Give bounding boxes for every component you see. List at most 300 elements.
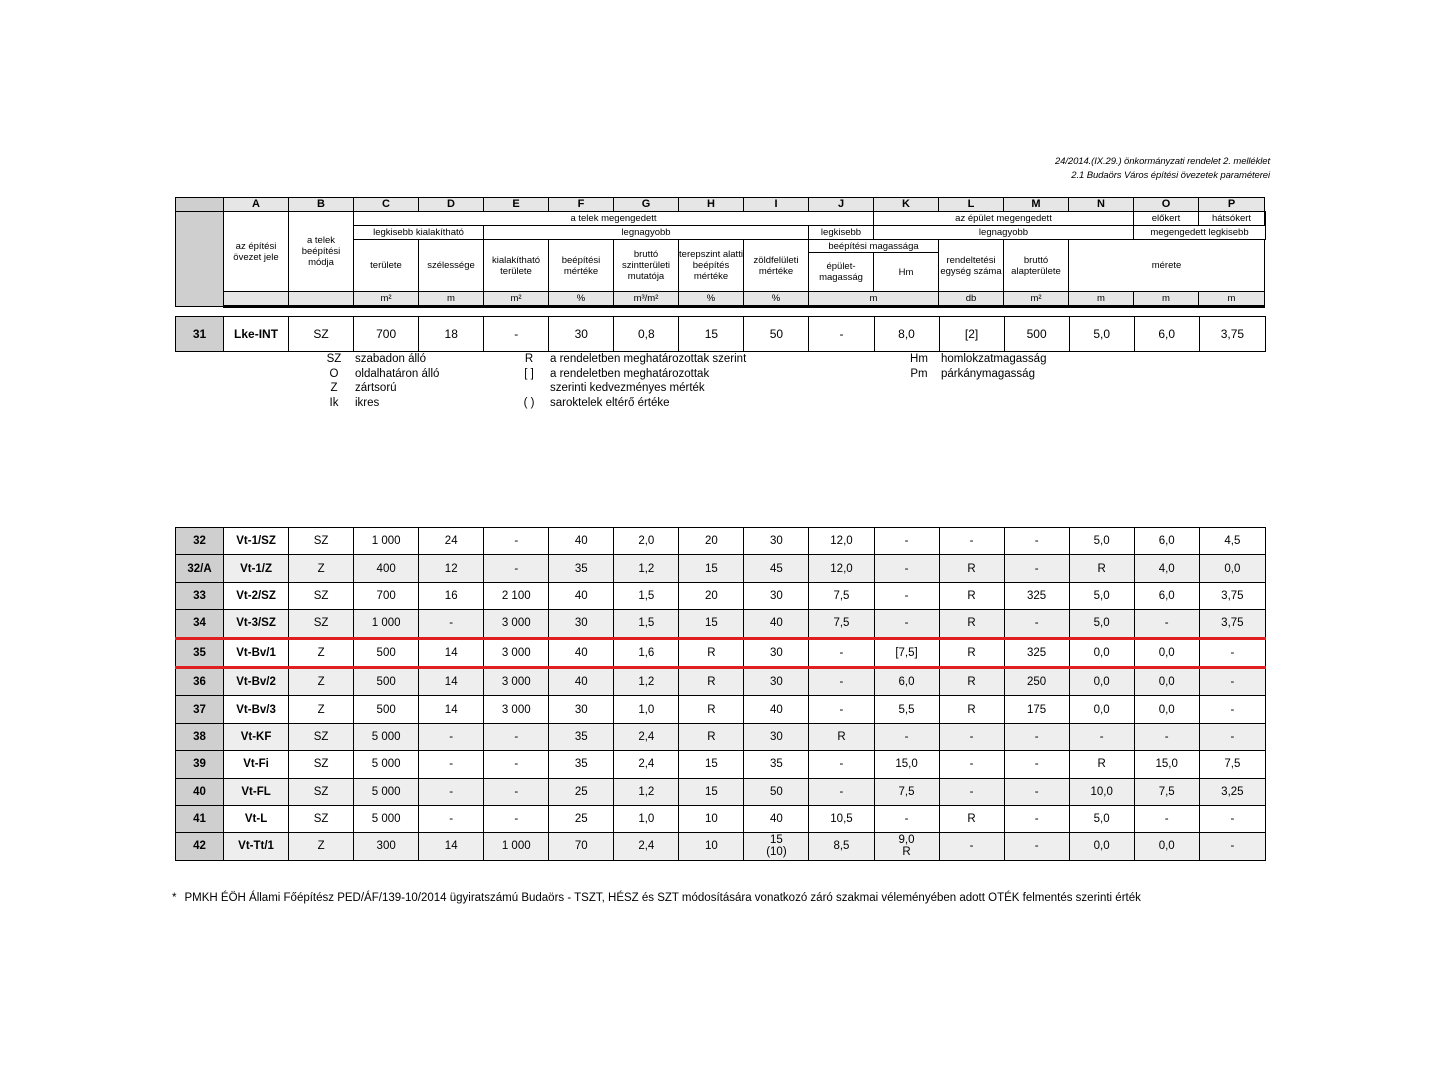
table-cell: 7,5 [809, 610, 874, 638]
table-cell: 10,5 [809, 805, 874, 832]
table-cell: - [1004, 528, 1069, 555]
table-cell: - [484, 528, 549, 555]
table-cell: - [809, 696, 874, 723]
table-cell: 25 [549, 778, 614, 805]
table-cell: 30 [549, 317, 614, 352]
table-cell: - [874, 582, 939, 609]
unit-cell [224, 292, 289, 307]
table-cell: 5,0 [1069, 528, 1134, 555]
header-coverage: beépítési mértéke [549, 240, 614, 292]
legend-building-modes [313, 352, 439, 410]
table-cell: R [1069, 555, 1134, 582]
table-cell: R [809, 723, 874, 750]
unit-cell: % [744, 292, 809, 307]
table-cell: - [484, 751, 549, 778]
table-cell: - [874, 723, 939, 750]
group-min: legkisebb [809, 226, 874, 240]
table-cell: 35 [549, 751, 614, 778]
legend-item [313, 396, 439, 411]
table-cell: 30 [744, 528, 809, 555]
table-cell: 15,0 [1134, 751, 1199, 778]
header-front-yard: előkert [1134, 212, 1199, 226]
table-cell: - [419, 805, 484, 832]
table-cell: - [484, 555, 549, 582]
table-cell: - [484, 317, 549, 352]
row-number: 36 [176, 667, 224, 695]
table-cell: - [939, 723, 1004, 750]
table-cell: R [679, 638, 744, 667]
table-cell: - [874, 555, 939, 582]
column-letter: J [809, 198, 874, 212]
legend-key: R [524, 353, 534, 365]
table-cell: 20 [679, 528, 744, 555]
unit-cell: m [1069, 292, 1134, 307]
table-cell: - [1004, 805, 1069, 832]
table-cell: R [1069, 751, 1134, 778]
table-cell: 6,0 [1134, 582, 1199, 609]
zone-code: Vt-1/Z [224, 555, 289, 582]
header-width: szélessége [419, 240, 484, 292]
table-cell: 30 [744, 723, 809, 750]
table-cell: - [939, 833, 1004, 860]
column-letter: N [1069, 198, 1134, 212]
header-side-yard [1265, 212, 1266, 226]
table-cell: - [939, 528, 1004, 555]
table-cell: 1,0 [614, 805, 679, 832]
table-cell: - [809, 667, 874, 695]
table-cell: 0,0 [1134, 833, 1199, 860]
header-area: területe [354, 240, 419, 292]
table-cell: 3,75 [1199, 317, 1265, 352]
table-cell: 5,0 [1069, 317, 1134, 352]
header-gross-floor-area: bruttó alapterülete [1004, 240, 1069, 292]
table-cell: Z [289, 638, 354, 667]
legend-text: a rendeletben meghatározottak [550, 367, 710, 380]
cell-second-line: R [902, 846, 911, 859]
table-cell: - [1199, 667, 1265, 695]
zone-code: Vt-Fi [224, 751, 289, 778]
table-cell: 0,0 [1069, 667, 1134, 695]
legend-text: párkánymagasság [941, 367, 1035, 380]
table-cell: - [939, 778, 1004, 805]
table-cell: 6,0 [1134, 317, 1199, 352]
legend-text: ikres [355, 396, 380, 409]
table-cell: 500 [354, 696, 419, 723]
table-cell: 7,5 [809, 582, 874, 609]
unit-cell [289, 292, 354, 307]
table-cell: Z [289, 696, 354, 723]
table-cell: 1 000 [354, 528, 419, 555]
row-number: 40 [176, 778, 224, 805]
row-number: 37 [176, 696, 224, 723]
table-cell: - [809, 778, 874, 805]
table-cell: 5,0 [1069, 805, 1134, 832]
unit-cell: m [1134, 292, 1199, 307]
table-cell: 5,0 [1069, 582, 1134, 609]
table-cell: - [809, 751, 874, 778]
group-allowed-min: megengedett legkisebb [1134, 226, 1266, 240]
table-cell: 15 (10) [744, 833, 809, 860]
table-cell: 300 [354, 833, 419, 860]
table-cell: 40 [549, 667, 614, 695]
zone-code: Vt-Tt/1 [224, 833, 289, 860]
table-cell: 5,5 [874, 696, 939, 723]
legend-item [508, 396, 746, 411]
table-cell: - [419, 778, 484, 805]
table-cell: [2] [939, 317, 1004, 352]
table-cell: 12 [419, 555, 484, 582]
legend-text: szabadon álló [355, 353, 426, 365]
table-cell: 0,0 [1134, 638, 1199, 667]
table-cell: 30 [744, 582, 809, 609]
table-row [176, 528, 1266, 555]
header-back-yard: hátsókert [1199, 212, 1265, 226]
table-cell: R [679, 667, 744, 695]
table-cell: SZ [289, 610, 354, 638]
table-cell: 35 [549, 555, 614, 582]
table-cell: 500 [354, 667, 419, 695]
column-letter: I [744, 198, 809, 212]
table-cell: 7,5 [874, 778, 939, 805]
table-cell: - [484, 723, 549, 750]
table-row [176, 833, 1266, 860]
cell-second-line: (10) [766, 846, 787, 859]
table-cell: R [679, 723, 744, 750]
table-cell: 5 000 [354, 723, 419, 750]
legend-heights [897, 352, 1046, 381]
table-cell: R [939, 696, 1004, 723]
table-cell: 1,5 [614, 582, 679, 609]
group-max-plot: legnagyobb [484, 226, 809, 240]
legend-key: Z [330, 382, 338, 394]
group-max-building: legnagyobb [874, 226, 1134, 240]
table-cell: SZ [289, 317, 354, 352]
table-cell: 500 [1004, 317, 1069, 352]
table-cell: - [1134, 805, 1199, 832]
table-cell: - [809, 317, 874, 352]
table-cell: 30 [549, 610, 614, 638]
row-number: 32 [176, 528, 224, 555]
table-cell: 4,0 [1134, 555, 1199, 582]
header-size: mérete [1069, 240, 1265, 292]
table-cell: 15 [679, 317, 744, 352]
units-row [176, 292, 1266, 307]
table-cell: 40 [549, 638, 614, 667]
table-row [176, 638, 1266, 667]
table-cell: 14 [419, 833, 484, 860]
table-cell: 3 000 [484, 667, 549, 695]
row-number: 41 [176, 805, 224, 832]
table-cell: 30 [549, 696, 614, 723]
row-number: 33 [176, 582, 224, 609]
table-cell: 1,2 [614, 778, 679, 805]
table-cell: 16 [419, 582, 484, 609]
table-cell: 700 [354, 582, 419, 609]
table-cell: 0,0 [1069, 696, 1134, 723]
table-row [176, 751, 1266, 778]
table-row [176, 723, 1266, 750]
table-cell: 3 000 [484, 638, 549, 667]
table-cell: 15 [679, 751, 744, 778]
row-number: 38 [176, 723, 224, 750]
parameter-table-body [175, 527, 1266, 861]
legend-text: homlokzatmagasság [941, 353, 1047, 365]
column-letter: A [224, 198, 289, 212]
table-cell: - [939, 751, 1004, 778]
column-letter: O [1134, 198, 1199, 212]
table-cell: - [419, 610, 484, 638]
table-cell: - [1069, 723, 1134, 750]
table-cell: - [1004, 778, 1069, 805]
table-cell: 45 [744, 555, 809, 582]
zone-code: Vt-Bv/2 [224, 667, 289, 695]
column-letter: F [549, 198, 614, 212]
table-cell: 40 [549, 528, 614, 555]
table-cell: Z [289, 667, 354, 695]
unit-cell: m² [354, 292, 419, 307]
header-building-height: épület-magasság [809, 253, 874, 292]
table-cell: 20 [679, 582, 744, 609]
column-letter: D [419, 198, 484, 212]
table-cell: 6,0 [874, 667, 939, 695]
table-cell: 0,0 [1134, 696, 1199, 723]
legend-item [897, 367, 1046, 382]
footnote-text: PMKH ÉÖH Állami Főépítész PED/ÁF/139-10/2014 ügyiratszámú Budaörs - TSZT, HÉSZ és SZT módosítására vonatkozó záró szakmai véleményében adott OTÉK felmentés szerinti érték [184, 892, 1141, 904]
legend-key: ( ) [523, 396, 535, 409]
legend-key: SZ [326, 353, 342, 365]
legend-item [508, 367, 746, 382]
table-cell: 14 [419, 696, 484, 723]
table-cell: 40 [744, 696, 809, 723]
row-number: 32/A [176, 555, 224, 582]
table-cell: 14 [419, 667, 484, 695]
legend-key: Ik [329, 396, 339, 409]
table-cell: 325 [1004, 638, 1069, 667]
header-underground-coverage: terepszint alatti beépítés mértéke [679, 240, 744, 292]
unit-cell: db [939, 292, 1004, 307]
zone-code: Vt-3/SZ [224, 610, 289, 638]
table-cell: - [1199, 696, 1265, 723]
table-cell: - [1199, 723, 1265, 750]
column-letter: C [354, 198, 419, 212]
unit-cell: m [809, 292, 939, 307]
table-cell: 0,8 [614, 317, 679, 352]
table-cell: 50 [744, 317, 809, 352]
legend-key: O [329, 367, 339, 380]
table-cell: 9,0 R [874, 833, 939, 860]
table-cell: 40 [744, 805, 809, 832]
column-letter: K [874, 198, 939, 212]
table-cell: 2,4 [614, 833, 679, 860]
table-cell: 175 [1004, 696, 1069, 723]
column-letter: E [484, 198, 549, 212]
unit-cell: % [549, 292, 614, 307]
table-cell: 30 [744, 667, 809, 695]
corner-cell [176, 198, 224, 212]
column-letters-row [176, 198, 1266, 212]
table-row [176, 555, 1266, 582]
table-cell: - [874, 805, 939, 832]
header-facade-height: Hm [874, 253, 939, 292]
table-cell: 7,5 [1199, 751, 1265, 778]
legend-markers [508, 352, 746, 410]
table-cell: 50 [744, 778, 809, 805]
table-cell: 8,0 [874, 317, 939, 352]
legend-item [313, 367, 439, 382]
group-min-formable: legkisebb kialakítható [354, 226, 484, 240]
header-floor-area-ratio: bruttó szintterületi mutatója [614, 240, 679, 292]
parameter-table-header [175, 197, 1266, 308]
legend-text: a rendeletben meghatározottak szerint [550, 353, 747, 365]
row-number-header [176, 212, 224, 307]
table-cell: 5 000 [354, 751, 419, 778]
table-cell: - [1199, 638, 1265, 667]
table-cell: 10 [679, 805, 744, 832]
table-cell: - [484, 805, 549, 832]
table-cell: 35 [549, 723, 614, 750]
zone-code: Vt-1/SZ [224, 528, 289, 555]
table-cell: 2,4 [614, 751, 679, 778]
table-cell: 40 [549, 582, 614, 609]
table-row [176, 667, 1266, 695]
table-cell: 3 000 [484, 696, 549, 723]
table-cell: - [1004, 723, 1069, 750]
table-cell: R [939, 667, 1004, 695]
column-letter: P [1199, 198, 1265, 212]
table-cell: - [1134, 723, 1199, 750]
legend-item [313, 352, 439, 367]
table-cell: 1,2 [614, 667, 679, 695]
group-plot-allowed: a telek megengedett [354, 212, 874, 226]
table-cell: 2,4 [614, 723, 679, 750]
table-cell: 15 [679, 610, 744, 638]
column-letter: B [289, 198, 354, 212]
legend-item [508, 381, 746, 396]
table-cell: 700 [354, 317, 419, 352]
column-letter: M [1004, 198, 1069, 212]
table-cell: SZ [289, 751, 354, 778]
footnote [172, 892, 1141, 904]
table-cell: 35 [744, 751, 809, 778]
table-cell: 8,5 [809, 833, 874, 860]
table-cell: 15,0 [874, 751, 939, 778]
table-row [176, 582, 1266, 609]
header-unit-count: rendeltetési egység száma [939, 240, 1004, 292]
table-cell: 1,0 [614, 696, 679, 723]
table-row [176, 610, 1266, 638]
table-cell: 1,6 [614, 638, 679, 667]
table-cell: Z [289, 833, 354, 860]
table-row [176, 778, 1266, 805]
table-row [176, 805, 1266, 832]
table-cell: - [419, 723, 484, 750]
legend-key: [ ] [524, 367, 534, 380]
table-cell: 10 [679, 833, 744, 860]
zone-code: Lke-INT [224, 317, 289, 352]
table-cell: 0,0 [1069, 833, 1134, 860]
zone-code: Vt-L [224, 805, 289, 832]
legend-item [313, 381, 439, 396]
unit-cell: m² [484, 292, 549, 307]
legend-text: szerinti kedvezményes mérték [550, 382, 705, 394]
zone-code: Vt-2/SZ [224, 582, 289, 609]
table-cell: 500 [354, 638, 419, 667]
table-cell: - [1134, 610, 1199, 638]
table-cell: 5 000 [354, 805, 419, 832]
table-cell: 1,2 [614, 555, 679, 582]
table-cell: 4,5 [1199, 528, 1265, 555]
table-cell: 0,0 [1199, 555, 1265, 582]
table-cell: 7,5 [1134, 778, 1199, 805]
table-cell: 14 [419, 638, 484, 667]
table-cell: SZ [289, 723, 354, 750]
table-cell: 40 [744, 610, 809, 638]
zone-code: Vt-KF [224, 723, 289, 750]
table-cell: R [679, 696, 744, 723]
legend-key: Hm [910, 353, 928, 365]
legend-item [897, 352, 1046, 367]
table-cell: 0,0 [1134, 667, 1199, 695]
legend-text: oldalhatáron álló [355, 367, 440, 380]
table-cell: - [809, 638, 874, 667]
table-cell: SZ [289, 582, 354, 609]
header-zone-code: az építési övezet jele [224, 212, 289, 292]
table-row [176, 696, 1266, 723]
unit-cell: % [679, 292, 744, 307]
group-building-allowed: az épület megengedett [874, 212, 1134, 226]
header-building-mode: a telek beépítési módja [289, 212, 354, 292]
table-cell: 3,25 [1199, 778, 1265, 805]
unit-cell: m [419, 292, 484, 307]
row-31-table [175, 316, 1266, 352]
table-cell: - [1004, 751, 1069, 778]
unit-cell: m² [1004, 292, 1069, 307]
table-cell: 3 000 [484, 610, 549, 638]
row-number: 34 [176, 610, 224, 638]
table-cell: - [874, 610, 939, 638]
table-cell: [7,5] [874, 638, 939, 667]
table-cell: - [1004, 555, 1069, 582]
row-number: 42 [176, 833, 224, 860]
table-cell: 10,0 [1069, 778, 1134, 805]
table-cell: R [939, 582, 1004, 609]
table-cell: 70 [549, 833, 614, 860]
table-cell: 12,0 [809, 555, 874, 582]
legend-text: zártsorú [355, 382, 397, 394]
table-cell: 1 000 [484, 833, 549, 860]
table-cell: 30 [744, 638, 809, 667]
unit-cell: m³/m² [614, 292, 679, 307]
table-cell: 3,75 [1199, 610, 1265, 638]
table-cell: 12,0 [809, 528, 874, 555]
table-cell: 0,0 [1069, 638, 1134, 667]
table-cell: 250 [1004, 667, 1069, 695]
row-number: 31 [176, 317, 224, 352]
column-letter: H [679, 198, 744, 212]
table-cell: R [939, 555, 1004, 582]
table-cell: - [1004, 610, 1069, 638]
table-cell: 400 [354, 555, 419, 582]
table-cell: - [1004, 833, 1069, 860]
legend-key: Pm [910, 367, 928, 380]
row-number: 39 [176, 751, 224, 778]
table-cell: 25 [549, 805, 614, 832]
table-cell: 2 100 [484, 582, 549, 609]
legend-text: saroktelek eltérő értéke [550, 396, 670, 409]
column-letter: L [939, 198, 1004, 212]
table-cell: 15 [679, 555, 744, 582]
table-cell: - [1199, 805, 1265, 832]
